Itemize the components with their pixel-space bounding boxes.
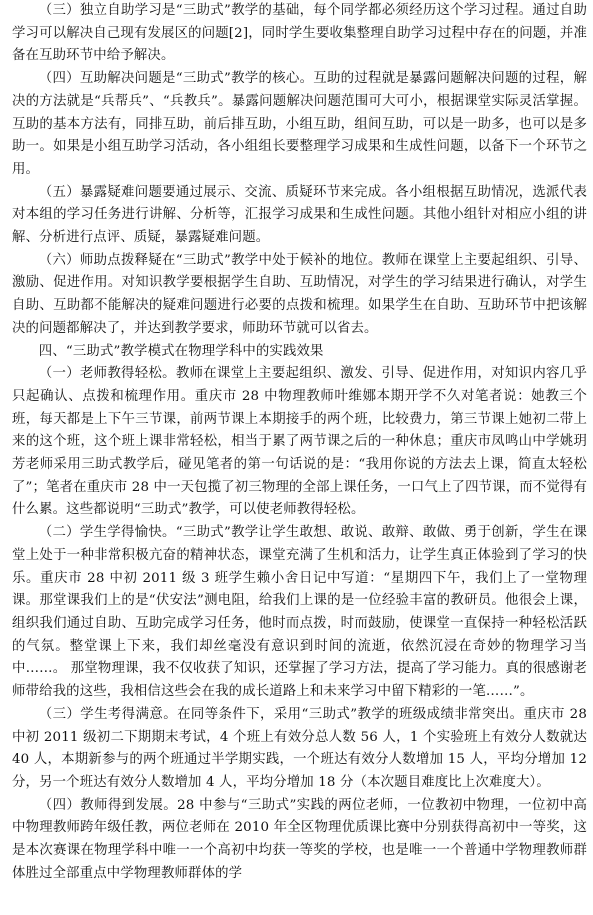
paragraph-self-help-learning: （三）独立自助学习是“三助式”教学的基础，每个同学都必须经历这个学习过程。通过自助学习可以解决自己现有发展区的问题[2]，同时学生要收集整理自助学习过程中存在的问题，并准备在互助环节中给予解决。 xyxy=(12,3,587,64)
paragraph-teacher-guidance: （六）师助点拨释疑在“三助式”教学中处于候补的地位。教师在课堂上主要起组织、引导、激励、促进作用。对知识教学要根据学生自助、互助情况，对学生的学习结果进行确认，对学生自助、互助都不能解决的疑难问题进行必要的点拨和梳理。如果学生在自助、互助环节中把该解决的问题都解决了，并达到教学要求，师助环节就可以省去。 xyxy=(12,252,587,336)
paragraph-mutual-help: （四）互助解决问题是“三助式”教学的核心。互助的过程就是暴露问题解决问题的过程，解决的方法就是“兵帮兵”、“兵教兵”。暴露问题解决问题范围可大可小，根据课堂实际灵活掌握。互助的基本方法有，同排互助，前后排互助，小组互助，组间互助，可以是一助多，也可以是多助一。如果是小组互助学习活动，各小组组长要整理学习成果和生成性问题，以备下一个环节之用。 xyxy=(12,71,587,177)
paragraph-teacher-development: （四）教师得到发展。28 中参与“三助式”实践的两位老师，一位教初中物理，一位初中高中物理教师跨年级任教，两位老师在 2010 年全区物理优质课比赛中分别获得高初中一等奖，这是本次赛课在物理学科中唯一一个高初中均获一等奖的学校，也是唯一一个普通中学物理教师群体胜过全部重点中学物理教师群体的学 xyxy=(12,797,587,881)
section-heading-practice-effects: 四、“三助式”教学模式在物理学科中的实践效果 xyxy=(38,343,324,359)
paragraph-expose-difficulties: （五）暴露疑难问题要通过展示、交流、质疑环节来完成。各小组根据互助情况，选派代表对本组的学习任务进行讲解、分析等，汇报学习成果和生成性问题。其他小组针对相应小组的讲解、分析进行点评、质疑，暴露疑难问题。 xyxy=(12,184,587,246)
paragraph-teachers-relaxed: （一）老师教得轻松。教师在课堂上主要起组织、激发、引导、促进作用，对知识内容几乎只起确认、点拨和梳理作用。重庆市 28 中物理教师叶维娜本期开学不久对笔者说：她教三个班，每天都是上下午三节课，前两节课上本期接手的两个班，比较费力，第三节课上她初二带上来的这个班，这个班上课非常轻松，相当于累了两节课之后的一种休息；重庆市凤鸣山中学姚玥芳老师采用三助式教学后，碰见笔者的第一句话说的是：“我用你说的方法去上课，简直太轻松了”；笔者在重庆市 28 中一天包揽了初三物理的全部上课任务，一口气上了四节课，而不觉得有什么累。这些都说明“三助式”教学，可以使老师教得轻松。 xyxy=(12,366,587,518)
paragraph-students-satisfied-results: （三）学生考得满意。在同等条件下，采用“三助式”教学的班级成绩非常突出。重庆市 28 中初 2011 级初二下期期末考试，4 个班上有效分总人数 56 人，1 个实验班上有效分人数就达 40 人，本期新参与的两个班通过半学期实践，一个班达有效分人数增加 15 人，平均分增加 12 分，另一个班达有效分人数增加 4 人，平均分增加 18 分（本次题目难度比上次难度大）。 xyxy=(12,706,587,790)
paragraph-students-happy: （二）学生学得愉快。“三助式”教学让学生敢想、敢说、敢辩、敢做、勇于创新，学生在课堂上处于一种非常积极亢奋的精神状态，课堂充满了生机和活力，让学生真正体验到了学习的快乐。重庆市 28 中初 2011 级 3 班学生赖小舍日记中写道：“星期四下午，我们上了一堂物理课。那堂课我们上的是“伏安法”测电阻，给我们上课的是一位经验丰富的教研员。他很会上课，组织我们通过自助、互助完成学习任务，他时而点拨，时而鼓励，使课堂一直保持一种轻松活跃的气氛。整堂课上下来，我们却丝毫没有意识到时间的流逝，依然沉浸在奇妙的物理学习当中……。 那堂物理课，我不仅收获了知识，还掌握了学习方法，提高了学习能力。真的很感谢老师带给我的这些，我相信这些会在我的成长道路上和未来学习中留下精彩的一笔……”。 xyxy=(12,525,587,700)
